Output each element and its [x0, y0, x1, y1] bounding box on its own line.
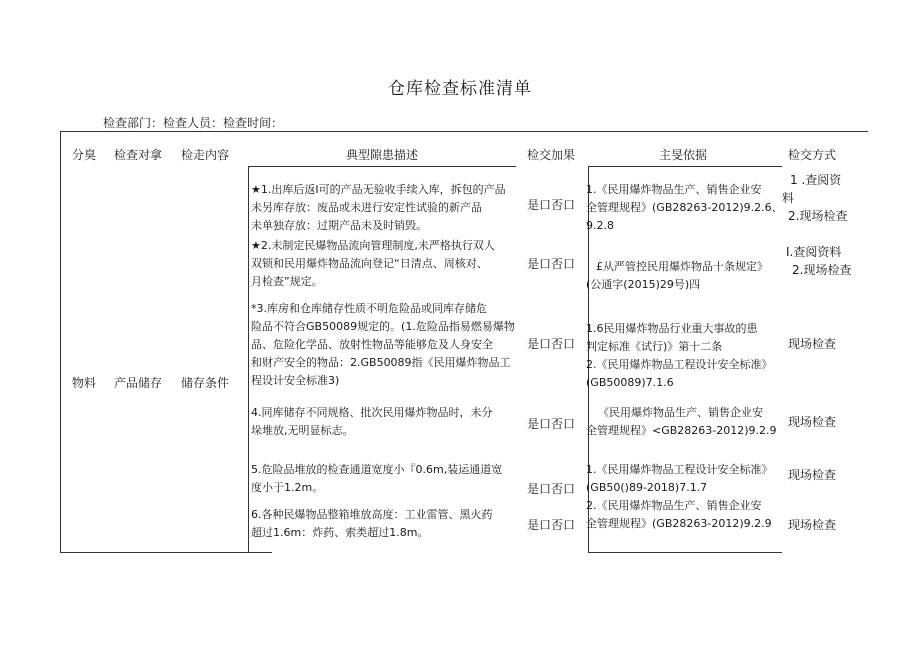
- basis-line: (GB50()89-2018)7.1.7: [586, 481, 708, 494]
- basis-line: 全管理规程》<GB28263-2012)9.2.9: [586, 424, 777, 437]
- hazard-line: 程设计安全标准3): [251, 374, 340, 387]
- hazard-line: ★1.出库后返I可的产品无验收手续入库，拆包的产品: [251, 183, 506, 196]
- hazard-line: 4.同库储存不同规格、批次民用爆炸物品时，未分: [251, 406, 493, 419]
- basis-line: 2.《民用爆炸物品工程设计安全标准》: [586, 358, 773, 371]
- hazard-line: 未另库存放：废品或未进行安定性试验的新产品: [251, 201, 482, 214]
- basis-6: [586, 497, 772, 533]
- header-content: 检走内容: [181, 148, 230, 162]
- hazard-line: 月检查”规定。: [251, 275, 323, 288]
- basis-line: 1.《民用爆炸物品生产、销售企业安: [586, 183, 762, 196]
- method-5: 现场检查: [788, 468, 837, 482]
- basis-line: 2.《民用爆炸物品生产、销售企业安: [586, 499, 762, 512]
- object-cell: 产品储存: [114, 376, 163, 390]
- inspection-meta: 检查部门：检查人员：检查时间：: [103, 116, 284, 130]
- header-rule: [588, 166, 782, 167]
- content-cell: 储存条件: [181, 376, 230, 390]
- basis-line: 全管理规程》(GB28263-2012)9.2.9: [586, 517, 772, 530]
- basis-line: 1.6民用爆炸物品行业重大事故的患: [586, 322, 758, 335]
- page-title: 仓库检查标准清单: [388, 79, 532, 99]
- result-checkbox-2[interactable]: 是口否口: [527, 257, 576, 271]
- method-line: 1 .查阅资: [790, 173, 842, 187]
- method-line: 2.现场检查: [788, 209, 848, 223]
- result-checkbox-4[interactable]: 是口否口: [527, 417, 576, 431]
- hazard-1: [251, 181, 506, 235]
- hazard-line: 6.各种民爆物品整箱堆放高度：工业雷管、黑火药: [251, 508, 493, 521]
- result-checkbox-6[interactable]: 是口否口: [527, 518, 576, 532]
- hazard-line: 险品不符合GB50089规定的。(1.危险品指易燃易爆物: [251, 320, 515, 333]
- method-line: 料: [782, 191, 795, 205]
- column-divider: [248, 166, 249, 552]
- hazard-4: [251, 404, 493, 440]
- table-bottom-border: [588, 552, 782, 553]
- hazard-line: 和财产安全的物品：2.GB50089指《民用爆炸物品工: [251, 356, 511, 369]
- hazard-line: *3.库房和仓库储存性质不明危险品或同库存储危: [251, 302, 487, 315]
- header-rule: [248, 166, 516, 167]
- hazard-2: [251, 237, 495, 291]
- hazard-3: [251, 300, 515, 390]
- header-basis: 主旻依据: [659, 148, 708, 162]
- basis-line: 全管理规程》(GB28263-2012)9.2.6、: [586, 201, 783, 214]
- header-method: 检交方式: [788, 148, 837, 162]
- method-3: 现场检查: [788, 337, 837, 351]
- basis-line: 1.《民用爆炸物品工程设计安全标准》: [586, 463, 773, 476]
- basis-line: (公通字(2015)29号)四: [586, 278, 701, 291]
- header-result: 检交加果: [527, 148, 576, 162]
- hazard-line: 品、危险化学品、放射性物品等能够危及人身安全: [251, 338, 493, 351]
- basis-2: [586, 258, 768, 294]
- table-left-border: [60, 131, 61, 553]
- basis-4: [586, 404, 777, 440]
- result-checkbox-3[interactable]: 是口否口: [527, 337, 576, 351]
- table-bottom-border: [60, 552, 272, 553]
- method-6: 现场检查: [788, 518, 837, 532]
- basis-3: [586, 320, 773, 392]
- hazard-line: 未单独存放：过期产品未及时销毁。: [251, 219, 427, 232]
- basis-line: 9.2.8: [586, 219, 614, 232]
- method-2: [786, 243, 851, 279]
- table-top-border: [60, 131, 868, 132]
- category-cell: 物料: [72, 376, 97, 390]
- hazard-6: [251, 506, 493, 542]
- header-category: 分臭: [72, 148, 97, 162]
- hazard-5: [251, 461, 502, 497]
- hazard-line: 5.危险品堆放的检查通道宽度小『0.6m,装运通道宽: [251, 463, 503, 476]
- result-checkbox-5[interactable]: 是口否口: [527, 482, 576, 496]
- hazard-line: 度小于1.2m。: [251, 481, 324, 494]
- hazard-line: ★2.未制定民爆物品流向管理制度,未严格执行双人: [251, 239, 495, 252]
- result-checkbox-1[interactable]: 是口否口: [527, 198, 576, 212]
- basis-line: 判定标准《试行)》第十二条: [586, 340, 723, 353]
- method-line: 2.现场检查: [792, 263, 852, 277]
- basis-line: 《民用爆炸物品生产、销售企业安: [598, 406, 763, 419]
- basis-1: [586, 181, 783, 235]
- method-line: I.查阅资料: [786, 245, 842, 259]
- basis-line: £从严管控民用爆炸物品十条规定》: [596, 260, 768, 273]
- hazard-line: 超过1.6m：炸药、索类超过1.8m。: [251, 526, 429, 539]
- hazard-line: 双锁和民用爆炸物品流向登记“日清点、周核对、: [251, 257, 488, 270]
- basis-line: (GB50089)7.1.6: [586, 376, 674, 389]
- header-hazard: 典型隙患描述: [346, 148, 419, 162]
- method-1: [782, 171, 847, 225]
- header-object: 检查对拿: [114, 148, 163, 162]
- hazard-line: 垛堆放,无明显标志。: [251, 424, 354, 437]
- method-4: 现场检查: [788, 415, 837, 429]
- basis-5: [586, 461, 773, 497]
